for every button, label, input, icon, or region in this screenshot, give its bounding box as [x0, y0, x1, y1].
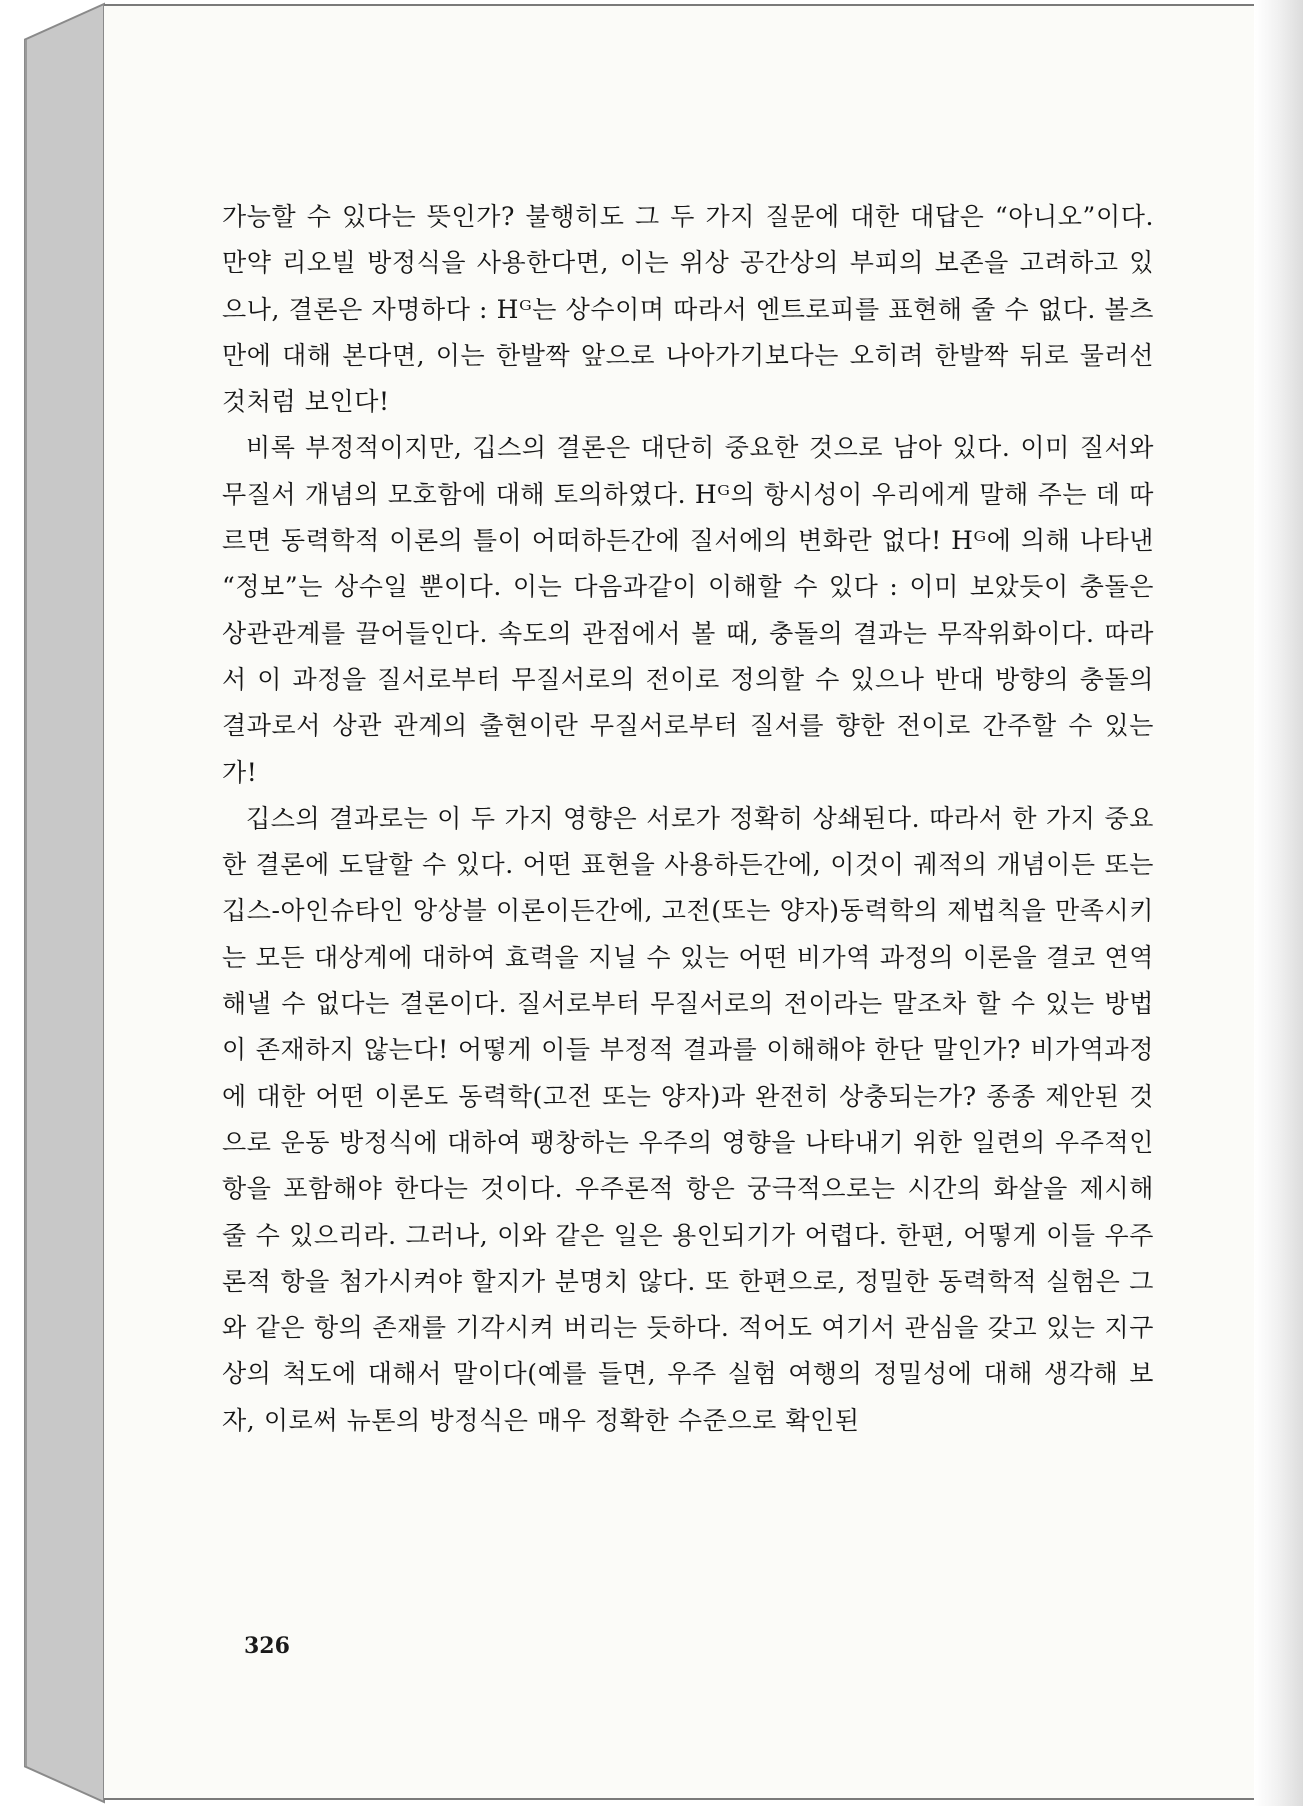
paragraph-3: 깁스의 결과로는 이 두 가지 영향은 서로가 정확히 상쇄된다. 따라서 한 가지 중요한 결론에 도달할 수 있다. 어떤 표현을 사용하든간에, 이것이 궤적의 개념이든 또는 깁스-아인슈타인 앙상블 이론이든간에, 고전(또는 양자)동력학의 제법칙을 만족시키는 모든 대상계에 대하여 효력을 지닐 수 있는 어떤 비가역 과정의 이론을 결코 연역해낼 수 없다는 결론이다. 질서로부터 무질서로의 전이라는 말조차 할 수 있는 방법이 존재하지 않는다! 어떻게 이들 부정적 결과를 이해해야 한단 말인가? 비가역과정에 대한 어떤 이론도 동력학(고전 또는 양자)과 완전히 상충되는가? 종종 제안된 것으로 운동 방정식에 대하여 팽창하는 우주의 영향을 나타내기 위한 일련의 우주적인 항을 포함해야 한다는 것이다. 우주론적 항은 궁극적으로는 시간의 화살을 제시해 줄 수 있으리라. 그러나, 이와 같은 일은 용인되기가 어렵다. 한편, 어떻게 이들 우주론적 항을 첨가시켜야 할지가 분명치 않다. 또 한편으로, 정밀한 동력학적 실험은 그와 같은 항의 존재를 기각시켜 버리는 듯하다. 적어도 여기서 관심을 갖고 있는 지구상의 척도에 대해서 말이다(예를 들면, 우주 실험 여행의 정밀성에 대해 생각해 보자, 이로써 뉴톤의 방정식은 매우 정확한 수준으로 확인된: [222, 803, 1154, 1435]
page-number: 326: [244, 1633, 290, 1659]
book-page: [104, 4, 1254, 1800]
paragraph-2: 비록 부정적이지만, 깁스의 결론은 대단히 중요한 것으로 남아 있다. 이미 질서와 무질서 개념의 모호함에 대해 토의하였다. Hᴳ의 항시성이 우리에게 말해 주는 데 따르면 동력학적 이론의 틀이 어떠하든간에 질서에의 변화란 없다! Hᴳ에 의해 나타낸 “정보”는 상수일 뿐이다. 이는 다음과같이 이해할 수 있다 : 이미 보았듯이 충돌은 상관관계를 끌어들인다. 속도의 관점에서 볼 때, 충돌의 결과는 무작위화이다. 따라서 이 과정을 질서로부터 무질서로의 전이로 정의할 수 있으나 반대 방향의 충돌의 결과로서 상관 관계의 출현이란 무질서로부터 질서를 향한 전이로 간주할 수 있는가!: [222, 433, 1154, 787]
book-spine-shape: [24, 0, 106, 1806]
page-edge-shadow: [1255, 0, 1303, 1806]
body-text: [222, 194, 1154, 1444]
paragraph-1: 가능할 수 있다는 뜻인가? 불행히도 그 두 가지 질문에 대한 대답은 “아니오”이다. 만약 리오빌 방정식을 사용한다면, 이는 위상 공간상의 부피의 보존을 고려하고 있으나, 결론은 자명하다 : Hᴳ는 상수이며 따라서 엔트로피를 표현해 줄 수 없다. 볼츠만에 대해 본다면, 이는 한발짝 앞으로 나아가기보다는 오히려 한발짝 뒤로 물러선 것처럼 보인다!: [222, 202, 1154, 417]
book-spine: [24, 0, 106, 1806]
